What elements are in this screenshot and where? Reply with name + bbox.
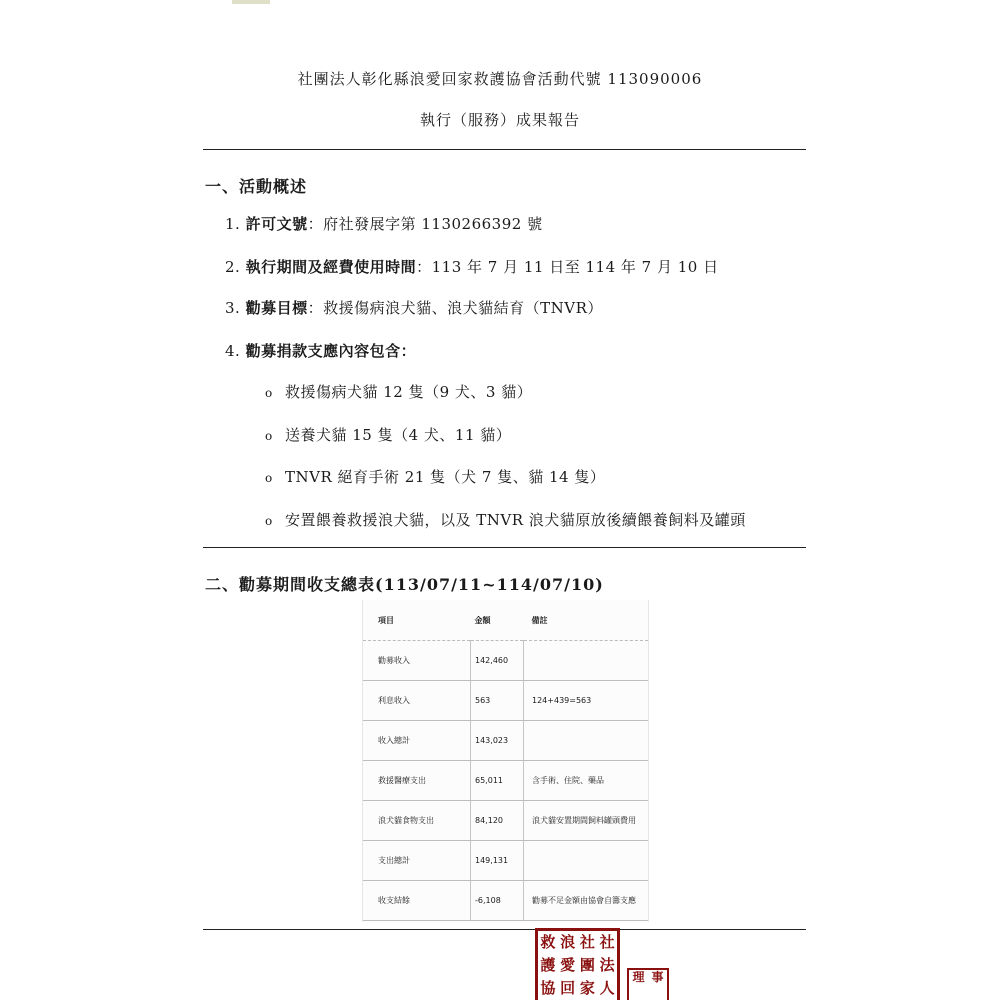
overview-item-period: [225, 256, 719, 277]
column-header-amount: 金額: [471, 600, 524, 641]
table-row: [363, 721, 648, 761]
seal-char: 理: [632, 970, 645, 984]
table-row: [363, 841, 648, 881]
row-note: [524, 721, 649, 761]
divider: [203, 149, 806, 150]
seal-char: 人: [599, 979, 615, 997]
scan-smudge: [232, 0, 270, 4]
row-item: 浪犬貓食物支出: [363, 801, 471, 841]
seal-char: 愛: [560, 956, 576, 974]
bullet-icon: o: [265, 471, 273, 485]
row-note: 含手術、住院、藥品: [524, 761, 649, 801]
table-row: [363, 881, 648, 921]
subitem-text: 救援傷病犬貓 12 隻（9 犬、3 貓）: [285, 383, 533, 401]
divider: [203, 929, 806, 930]
row-amount: 143,023: [471, 721, 524, 761]
seal-char: 社: [579, 933, 595, 951]
table-header-row: [363, 600, 648, 641]
row-note: [524, 841, 649, 881]
item-number: 3.: [225, 299, 241, 317]
table-row: [363, 641, 648, 681]
official-seals: [535, 928, 675, 1000]
item-label: 許可文號: [245, 215, 308, 233]
income-expense-table: [363, 600, 648, 921]
document-org-title: 社團法人彰化縣浪愛回家救護協會活動代號 113090006: [297, 70, 703, 88]
item-value: ：113 年 7 月 11 日至 114 年 7 月 10 日: [416, 258, 719, 276]
subitem-text: 安置餵養救援浪犬貓，以及 TNVR 浪犬貓原放後續餵養飼料及罐頭: [285, 511, 746, 529]
bullet-icon: o: [265, 429, 273, 443]
table-row: [363, 761, 648, 801]
seal-char: 護: [540, 956, 556, 974]
seal-char: 家: [579, 979, 595, 997]
row-note: 浪犬貓安置期間飼料罐頭費用: [524, 801, 649, 841]
row-note: 勸募不足金額由協會自籌支應: [524, 881, 649, 921]
column-header-item: 項目: [363, 600, 471, 641]
row-item: 收支結餘: [363, 881, 471, 921]
bullet-icon: o: [265, 514, 273, 528]
seal-char: 救: [540, 933, 556, 951]
row-amount: 142,460: [471, 641, 524, 681]
seal-char: 浪: [560, 933, 576, 951]
divider: [203, 547, 806, 548]
seal-char: 協: [540, 979, 556, 997]
item-number: 2.: [225, 258, 241, 276]
overview-item-content: [225, 340, 416, 361]
seal-char: 回: [560, 979, 576, 997]
item-value: ：: [400, 342, 417, 360]
content-subitem: [265, 424, 511, 445]
item-number: 4.: [225, 342, 241, 360]
row-item: 收入總計: [363, 721, 471, 761]
seal-char: 社: [599, 933, 615, 951]
row-note: [524, 641, 649, 681]
subitem-text: 送養犬貓 15 隻（4 犬、11 貓）: [285, 426, 512, 444]
seal-char: 法: [599, 956, 615, 974]
income-expense-table-wrap: [362, 600, 649, 922]
row-amount: 563: [471, 681, 524, 721]
seal-char: 事: [651, 970, 664, 984]
section1-heading: 一、活動概述: [205, 177, 308, 196]
item-value: ：救援傷病浪犬貓、浪犬貓結育（TNVR）: [307, 299, 603, 317]
content-subitem: [265, 509, 746, 530]
column-header-note: 備註: [524, 600, 649, 641]
table-row: [363, 681, 648, 721]
content-subitem: [265, 381, 532, 402]
row-amount: 149,131: [471, 841, 524, 881]
row-note: 124+439=563: [524, 681, 649, 721]
row-item: 勸募收入: [363, 641, 471, 681]
item-label: 勸募捐款支應內容包含: [245, 342, 401, 360]
subitem-text: TNVR 絕育手術 21 隻（犬 7 隻、貓 14 隻）: [285, 468, 606, 486]
row-amount: -6,108: [471, 881, 524, 921]
section2-heading: 二、勸募期間收支總表(113/07/11~114/07/10): [205, 575, 604, 594]
bullet-icon: o: [265, 386, 273, 400]
overview-item-permit: [225, 213, 543, 234]
seal-char: 團: [579, 956, 595, 974]
chairperson-seal-stamp: [627, 968, 669, 1000]
row-item: 救援醫療支出: [363, 761, 471, 801]
content-subitem: [265, 466, 605, 487]
item-number: 1.: [225, 215, 241, 233]
row-amount: 84,120: [471, 801, 524, 841]
item-label: 執行期間及經費使用時間: [245, 258, 417, 276]
association-seal-stamp: [535, 928, 620, 1000]
item-value: ：府社發展字第 1130266392 號: [307, 215, 543, 233]
row-item: 利息收入: [363, 681, 471, 721]
document-report-title: 執行（服務）成果報告: [419, 111, 580, 129]
row-item: 支出總計: [363, 841, 471, 881]
table-row: [363, 801, 648, 841]
item-label: 勸募目標: [245, 299, 308, 317]
overview-item-goal: [225, 297, 603, 318]
row-amount: 65,011: [471, 761, 524, 801]
